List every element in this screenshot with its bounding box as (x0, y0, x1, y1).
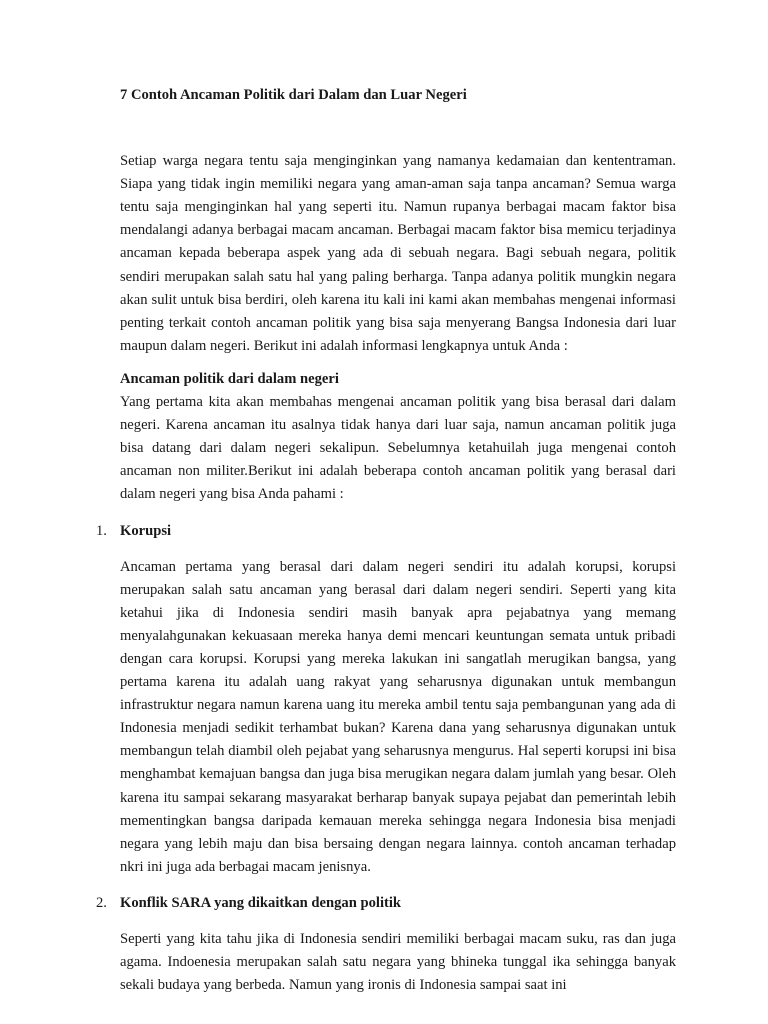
section-heading: Ancaman politik dari dalam negeri (120, 370, 339, 387)
intro-paragraph: Setiap warga negara tentu saja menginginkan yang namanya kedamaian dan kententraman. Siapa yang tidak ingin memiliki negara yang aman-aman saja tanpa ancaman? Semua warga tentu saja menginginkan hal yang seperti itu. Namun rupanya berbagai macam faktor bisa mendalangi adanya berbagai macam ancaman. Berbagai macam faktor bisa memicu terjadinya ancaman kepada beberapa aspek yang ada di sebuah negara. Bagi sebuah negara, politik sendiri merupakan salah satu hal yang paling berharga. Tanpa adanya politik mungkin negara akan sulit untuk bisa berdiri, oleh karena itu kali ini kami akan membahas mengenai informasi penting terkait contoh ancaman politik yang bisa saja menyerang Bangsa Indonesia dari luar maupun dalam negeri. Berikut ini adalah informasi lengkapnya untuk Anda : (120, 153, 676, 354)
document-title: 7 Contoh Ancaman Politik dari Dalam dan Luar Negeri (120, 87, 467, 103)
list-item-paragraph: Ancaman pertama yang berasal dari dalam negeri sendiri itu adalah korupsi, korupsi merupakan salah satu ancaman yang berasal dari dalam negeri sendiri. Seperti yang kita ketahui jika di Indonesia sendiri masih banyak apra pejabatnya yang memang menyalahgunakan kekuasaan mereka hanya demi mencari keuntungan semata untuk pribadi dengan cara korupsi. Korupsi yang mereka lakukan ini sangatlah merugikan bangsa, yang pertama karena itu adalah uang rakyat yang seharusnya digunakan untuk membangun infrastruktur negara namun karena uang itu mereka ambil tentu saja pembangunan yang ada di Indonesia menjadi sedikit terhambat bukan? Karena dana yang seharusnya digunakan untuk membangun telah diambil oleh pejabat yang seharusnya mengurus. Hal seperti korupsi ini bisa menghambat kemajuan bangsa dan juga bisa merugikan negara dalam jumlah yang besar. Oleh karena itu sampai sekarang masyarakat berharap banyak supaya pejabat dan pemerintah lebih mementingkan bangsa daripada kemauan mereka sehingga negara Indonesia bisa menjadi negara yang lebih maju dan bisa bersaing dengan negara lainnya. contoh ancaman terhadap nkri ini juga ada berbagai macam jenisnya. (120, 558, 676, 875)
list-item-paragraph: Seperti yang kita tahu jika di Indonesia sendiri memiliki berbagai macam suku, ras dan juga agama. Indoenesia merupakan salah satu negara yang bhineka tunggal ika sehingga banyak sekali budaya yang berbeda. Namun yang ironis di Indonesia sampai saat ini (120, 931, 676, 994)
list-item-number: 2. (96, 894, 107, 911)
list-item-korupsi (96, 520, 676, 879)
list-item-heading: Korupsi (120, 522, 172, 539)
list-item-heading: Konflik SARA yang dikaitkan dengan politik (120, 894, 402, 911)
document-page (96, 84, 676, 997)
list-item-konflik-sara (96, 892, 676, 997)
list-item-number: 1. (96, 522, 107, 539)
section-paragraph: Yang pertama kita akan membahas mengenai ancaman politik yang bisa berasal dari dalam negeri. Karena ancaman itu asalnya tidak hanya dari luar saja, namun ancaman politik juga bisa datang dari dalam negeri sekalipun. Sebelumnya ketahuilah juga mengenai contoh ancaman non militer.Berikut ini adalah beberapa contoh ancaman politik yang berasal dari dalam negeri yang bisa Anda pahami : (120, 394, 676, 503)
